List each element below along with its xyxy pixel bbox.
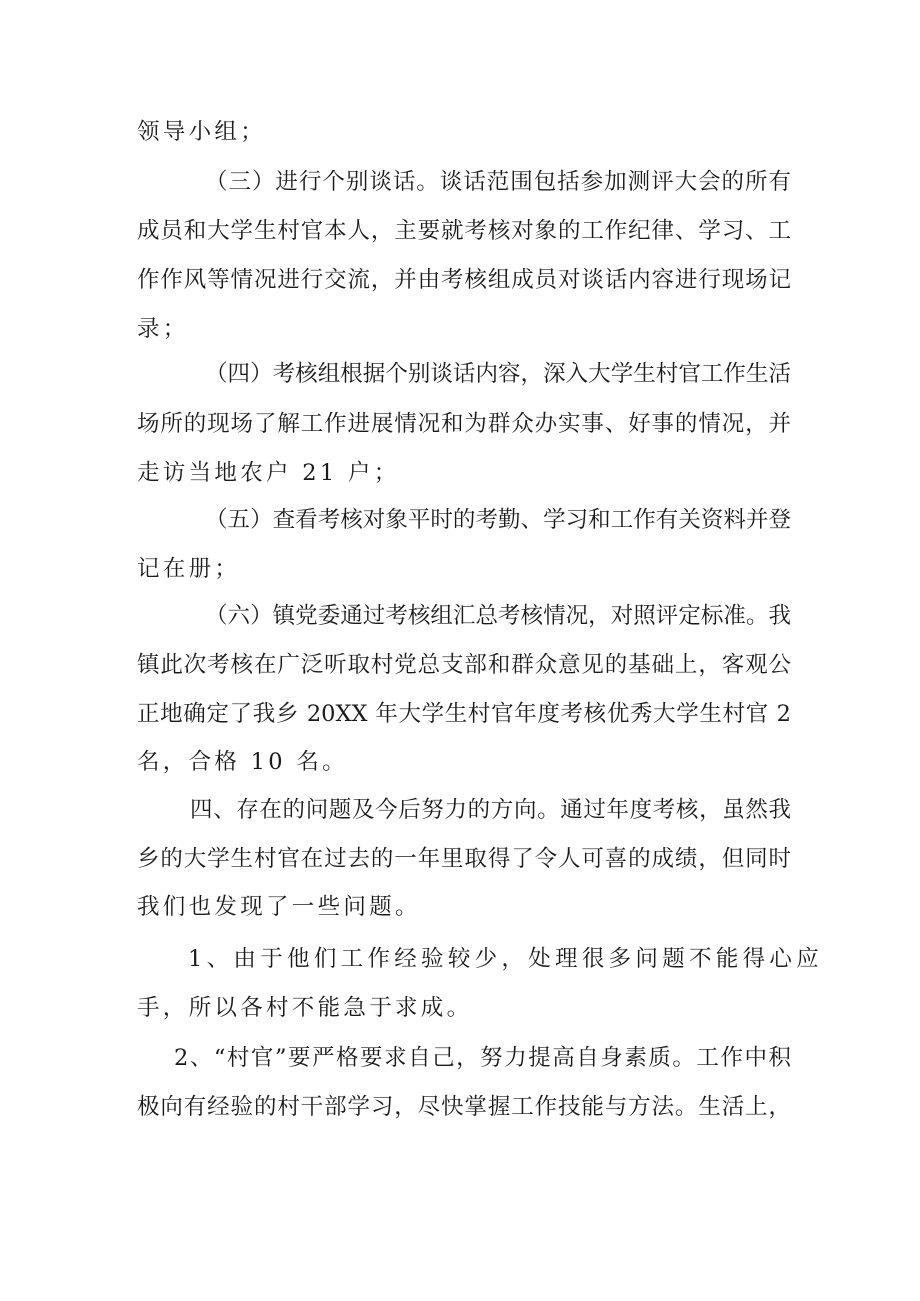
paragraph-line: 场所的现场了解工作进展情况和为群众办实事、好事的情况，并	[137, 411, 791, 437]
paragraph-line: 2、“村官”要严格要求自己，努力提高自身素质。工作中积	[174, 1045, 791, 1071]
paragraph-line: 成员和大学生村官本人，主要就考核对象的工作纪律、学习、工	[137, 218, 791, 244]
paragraph-line: （五）查看考核对象平时的考勤、学习和工作有关资料并登	[205, 507, 791, 533]
paragraph-line: （六）镇党委通过考核组汇总考核情况，对照评定标准。我	[205, 603, 791, 629]
paragraph-line: 名，合格 10 名。	[137, 749, 348, 775]
paragraph-line: 作作风等情况进行交流，并由考核组成员对谈话内容进行现场记	[137, 267, 791, 293]
paragraph-line: 走访当地农户 21 户；	[137, 460, 400, 486]
paragraph-line: 乡的大学生村官在过去的一年里取得了令人可喜的成绩，但同时	[137, 846, 791, 872]
paragraph-line: 记在册；	[137, 556, 241, 582]
paragraph-line: 镇此次考核在广泛听取村党总支部和群众意见的基础上，客观公	[137, 652, 791, 678]
paragraph-line: （三）进行个别谈话。谈话范围包括参加测评大会的所有	[205, 169, 791, 195]
paragraph-line: （四）考核组根据个别谈话内容，深入大学生村官工作生活	[205, 361, 791, 387]
paragraph-line: 四、存在的问题及今后努力的方向。通过年度考核，虽然我	[190, 797, 791, 823]
paragraph-line: 我们也发现了一些问题。	[137, 894, 421, 920]
paragraph-line: 极向有经验的村干部学习，尽快掌握工作技能与方法。生活上，	[137, 1094, 791, 1120]
paragraph-line: 手，所以各村不能急于求成。	[137, 995, 473, 1021]
paragraph-line: 录；	[137, 316, 189, 342]
paragraph-line: 领导小组；	[137, 119, 267, 145]
paragraph-line: 1、由于他们工作经验较少，处理很多问题不能得心应	[188, 946, 824, 972]
paragraph-line: 正地确定了我乡 20XX 年大学生村官年度考核优秀大学生村官 2	[137, 701, 791, 727]
